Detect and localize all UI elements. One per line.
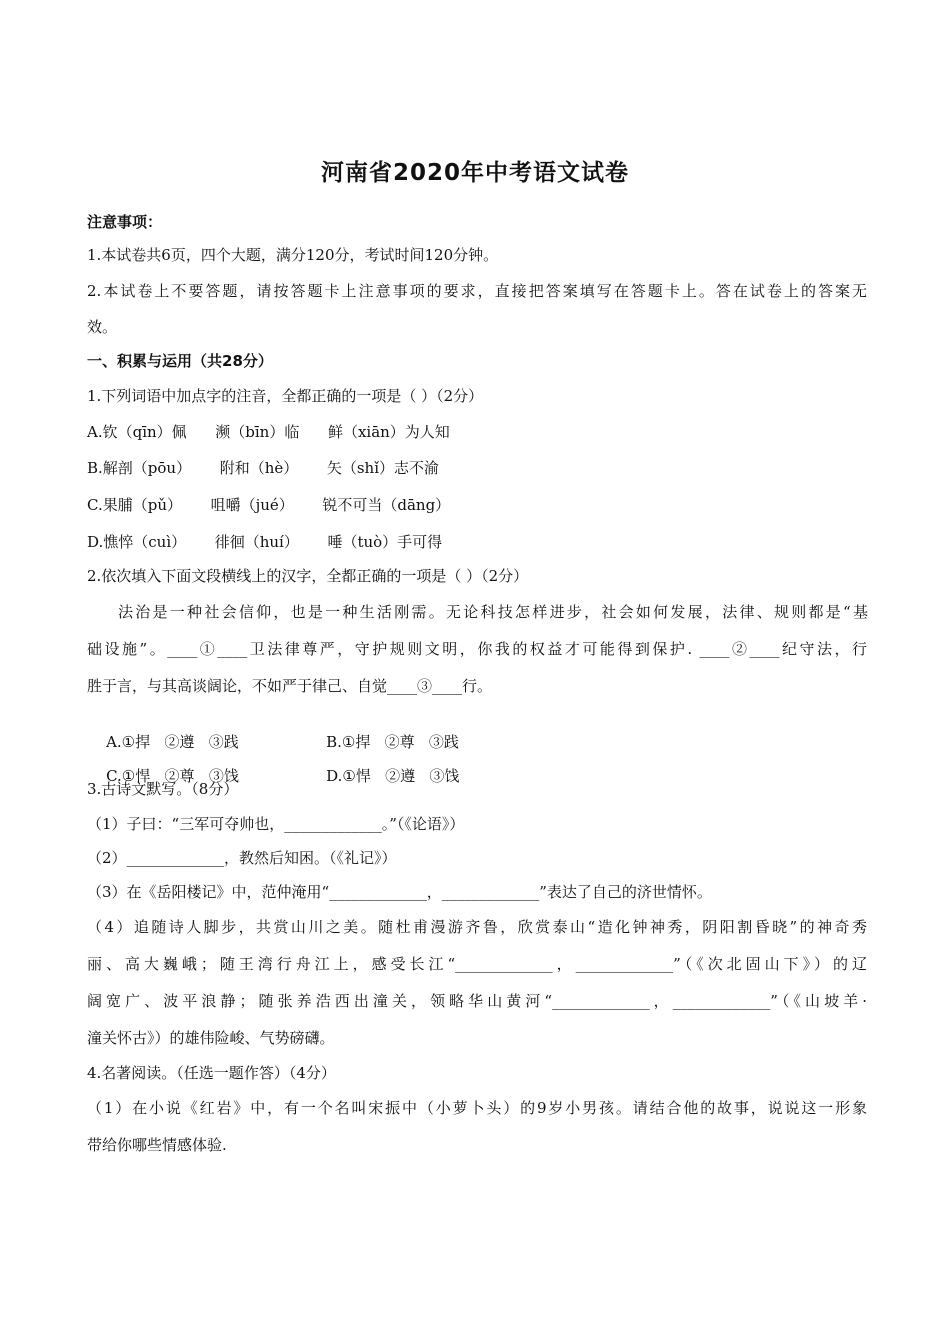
question-2-passage-line-2: 础设施”。____①____卫法律尊严，守护规则文明，你我的权益才可能得到保护. ____②____纪守法，行 bbox=[87, 640, 867, 658]
question-3-part-4-line-4: 潼关怀古》）的雄伟险峻、气势磅礴。 bbox=[87, 1029, 335, 1047]
question-2-option-a: A.①捍 ②遵 ③践 bbox=[106, 733, 239, 751]
question-1-option-d: D.憔悴（cuì） 徘徊（huí） 唾（tuò）手可得 bbox=[87, 533, 443, 551]
question-3-part-2: （2）_____________，教然后知困。（《礼记》） bbox=[87, 849, 397, 867]
question-2-option-b: B.①捍 ②尊 ③践 bbox=[326, 733, 459, 751]
question-1-option-a: A.钦（qīn）佩 濒（bīn）临 鲜（xiān）为人知 bbox=[87, 423, 450, 441]
question-1-option-b: B.解剖（pōu） 附和（hè） 矢（shǐ）志不渝 bbox=[87, 459, 439, 477]
question-2-option-d: D.①悍 ②遵 ③饯 bbox=[326, 767, 460, 785]
question-1-stem: 1.下列词语中加点字的注音，全都正确的一项是（ ）（2分） bbox=[87, 387, 484, 405]
question-3-part-4-line-1: （4）追随诗人脚步，共赏山川之美。随杜甫漫游齐鲁，欣赏泰山“造化钟神秀，阴阳割昏晓”的神奇秀 bbox=[87, 918, 867, 936]
question-3-part-4-line-3: 阔宽广、波平浪静；随张养浩西出潼关，领略华山黄河“_____________，_____________”（《山坡羊· bbox=[87, 992, 867, 1010]
question-1-option-c: C.果脯（pǔ） 咀嚼（jué） 锐不可当（dāng） bbox=[87, 496, 451, 514]
question-3-part-4-line-2: 丽、高大巍峨；随王湾行舟江上，感受长江“_____________，_____________”（《次北固山下》）的辽 bbox=[87, 955, 867, 973]
question-2-passage-line-1: 法治是一种社会信仰，也是一种生活刚需。无论科技怎样进步，社会如何发展，法律、规则都是“基 bbox=[118, 603, 868, 621]
question-2-passage-line-3: 胜于言，与其高谈阔论，不如严于律己、自觉____③____行。 bbox=[87, 677, 493, 695]
question-4-part-1-line-2: 带给你哪些情感体验. bbox=[87, 1136, 227, 1154]
question-3-stem: 3.古诗文默写。（8分） bbox=[87, 780, 239, 798]
question-4-stem: 4.名著阅读。（任选一题作答）（4分） bbox=[87, 1064, 336, 1082]
notice-item-2: 2.本试卷上不要答题，请按答题卡上注意事项的要求，直接把答案填写在答题卡上。答在试卷上的答案无 bbox=[87, 282, 867, 300]
question-2-option-c: C.①悍 ②尊 ③饯 bbox=[106, 767, 239, 785]
section-heading: 一、积累与运用（共28分） bbox=[87, 352, 273, 370]
notice-heading: 注意事项： bbox=[87, 213, 163, 231]
question-4-part-1-line-1: （1）在小说《红岩》中，有一个名叫宋振中（小萝卜头）的9岁小男孩。请结合他的故事，说说这一形象 bbox=[87, 1099, 867, 1117]
question-2-stem: 2.依次填入下面文段横线上的汉字，全都正确的一项是（ ）（2分） bbox=[87, 567, 529, 585]
question-3-part-1: （1）子曰：“三军可夺帅也，_____________。”（《论语》） bbox=[87, 815, 465, 833]
page-title: 河南省2020年中考语文试卷 bbox=[320, 160, 629, 186]
notice-item-2-cont: 效。 bbox=[87, 318, 118, 336]
question-3-part-3: （3）在《岳阳楼记》中，范仲淹用“_____________，_____________”表达了自己的济世情怀。 bbox=[87, 883, 712, 901]
notice-item-1: 1.本试卷共6页，四个大题，满分120分，考试时间120分钟。 bbox=[87, 246, 499, 264]
